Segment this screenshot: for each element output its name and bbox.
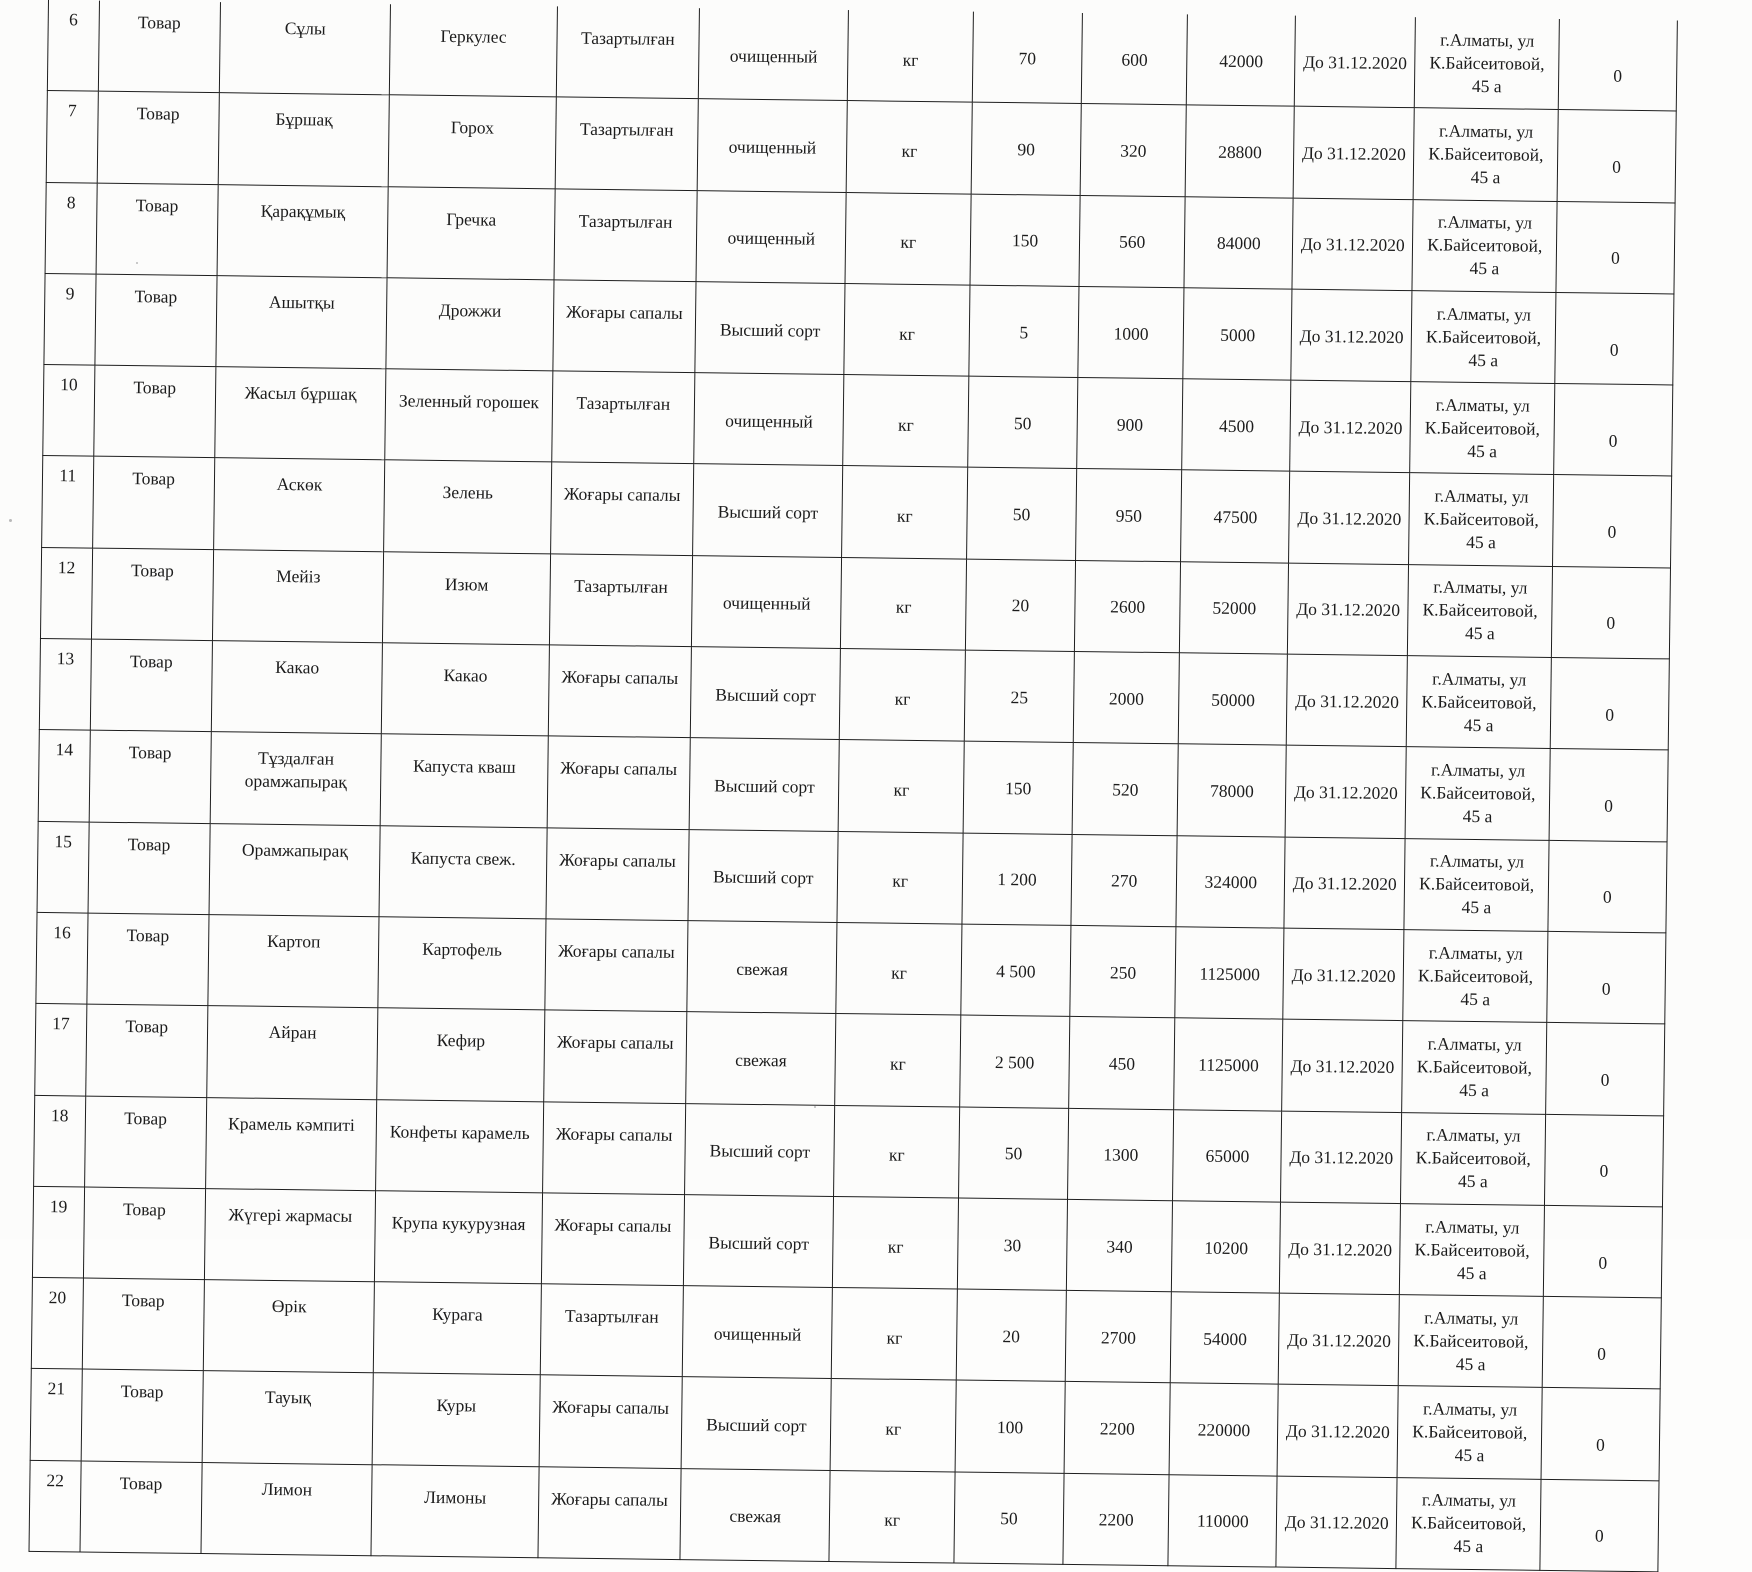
name-russian-cell: Горох [389,95,556,188]
grade-russian-cell: очищенный [682,1286,832,1379]
address-line: К.Байсеитовой, [1421,691,1537,713]
name-russian-cell: Капуста свеж. [379,825,546,918]
advance-cell: 0 [1547,931,1666,1024]
item-type-cell: Товар [88,822,210,915]
unit-price-cell: 520 [1072,743,1179,836]
unit-cell: кг [841,557,967,650]
advance-cell: 0 [1553,475,1672,568]
item-type-cell: Товар [97,91,219,184]
delivery-term-cell: До 31.12.2020 [1289,472,1410,565]
unit-cell: кг [843,375,969,468]
total-sum-cell: 28800 [1186,105,1295,198]
address-line: 45 а [1455,1353,1486,1374]
name-russian-cell: Кефир [377,1008,544,1101]
row-number-cell: 9 [44,273,96,365]
name-russian-cell: Куры [373,1373,540,1466]
delivery-term-cell: До 31.12.2020 [1278,1293,1399,1386]
grade-russian-cell: свежая [680,1468,830,1561]
address-line: г.Алматы, ул [1424,1307,1519,1329]
row-number-cell: 7 [46,91,98,183]
delivery-address-cell [1404,838,1549,931]
unit-cell: кг [831,1379,957,1472]
address-line: 45 а [1470,166,1501,188]
address-line: 45 а [1454,1444,1485,1466]
row-number-cell: 22 [29,1460,81,1552]
table-row [29,1460,1659,1572]
unit-price-cell: 2200 [1064,1382,1171,1475]
grade-russian-cell: Высший сорт [684,1194,834,1287]
grade-kazakh-cell: Жоғары сапалы [537,1467,681,1560]
grade-russian-cell: очищенный [692,555,842,648]
delivery-term-cell: До 31.12.2020 [1280,1202,1401,1295]
unit-price-cell: 2000 [1073,652,1180,745]
grade-kazakh-cell: Тазартылған [554,188,698,281]
total-sum-cell: 42000 [1187,14,1296,106]
quantity-cell: 100 [955,1380,1065,1473]
total-sum-cell: 1125000 [1175,927,1284,1020]
total-sum-cell: 220000 [1170,1383,1279,1476]
unit-price-cell: 250 [1070,925,1177,1018]
address-line: г.Алматы, ул [1434,485,1529,507]
item-type-cell: Товар [85,1004,207,1097]
grade-kazakh-cell: Тазартылған [549,554,693,647]
row-number-cell: 13 [39,639,91,731]
grade-kazakh-cell: Тазартылған [540,1284,684,1377]
quantity-cell: 50 [959,1107,1069,1200]
item-type-cell: Товар [94,274,216,367]
quantity-cell: 25 [964,650,1074,743]
advance-cell: 0 [1548,840,1667,933]
delivery-term-cell: До 31.12.2020 [1277,1385,1398,1478]
delivery-address-cell [1402,1021,1547,1114]
address-line: 45 а [1459,1079,1490,1101]
row-number-cell: 18 [34,1095,86,1187]
grade-kazakh-cell: Жоғары сапалы [546,828,690,921]
row-number-cell: 16 [36,912,88,1004]
delivery-term-cell: До 31.12.2020 [1290,380,1411,473]
item-type-cell: Товар [89,730,211,823]
name-russian-cell: Лимоны [371,1464,538,1557]
name-russian-cell: Гречка [387,186,554,279]
quantity-cell: 30 [957,1198,1067,1291]
quantity-cell: 1 200 [962,833,1072,926]
name-russian-cell: Курага [374,1282,541,1375]
unit-cell: кг [847,101,973,194]
total-sum-cell: 65000 [1173,1109,1282,1202]
grade-kazakh-cell: Тазартылған [556,6,700,99]
total-sum-cell: 4500 [1182,379,1291,472]
grade-kazakh-cell: Жоғары сапалы [543,1010,687,1103]
total-sum-cell: 5000 [1183,288,1292,381]
unit-cell: кг [835,1014,961,1107]
address-line: К.Байсеитовой, [1416,1056,1533,1078]
unit-cell: кг [844,283,970,376]
address-line: 45 а [1462,805,1493,827]
row-number-cell: 15 [37,821,89,913]
address-line: К.Байсеитовой, [1417,964,1534,987]
total-sum-cell: 52000 [1180,562,1289,655]
delivery-term-cell: До 31.12.2020 [1288,563,1409,656]
address-line: К.Байсеитовой, [1423,508,1539,530]
address-line: г.Алматы, ул [1422,1398,1518,1420]
goods-table-sheet [28,0,1677,1572]
total-sum-cell: 47500 [1181,470,1290,563]
unit-price-cell: 900 [1077,378,1184,471]
grade-russian-cell: очищенный [694,373,844,466]
address-line: К.Байсеитовой, [1412,1421,1528,1443]
address-line: 45 а [1471,75,1502,96]
scan-speck [814,1106,816,1108]
row-number-cell: 10 [43,365,95,457]
unit-price-cell: 1300 [1067,1108,1174,1201]
name-kazakh-cell: Крамель кәмпиті [205,1097,377,1190]
item-type-cell: Товар [93,365,215,458]
grade-kazakh-cell: Жоғары сапалы [541,1193,685,1286]
total-sum-cell: 54000 [1171,1292,1280,1385]
name-kazakh-cell: Тауық [202,1371,374,1464]
row-number-cell: 12 [40,547,92,639]
advance-cell: 0 [1542,1297,1661,1390]
address-line: г.Алматы, ул [1427,1033,1522,1055]
name-russian-cell: Геркулес [390,4,557,97]
address-line: г.Алматы, ул [1435,394,1530,416]
unit-cell: кг [833,1196,959,1289]
unit-price-cell: 2700 [1065,1291,1172,1384]
grade-kazakh-cell: Жоғары сапалы [548,645,692,738]
advance-cell: 0 [1541,1388,1660,1481]
name-kazakh-cell: Картоп [208,915,380,1008]
address-line: г.Алматы, ул [1425,1215,1520,1238]
name-russian-cell: Картофель [378,917,545,1010]
advance-cell: 0 [1555,292,1674,385]
name-kazakh-cell: Жасыл бұршақ [215,367,387,460]
unit-price-cell: 2200 [1063,1473,1170,1566]
name-kazakh-cell: Жүгері жармасы [204,1188,376,1281]
grade-russian-cell: очищенный [696,190,846,283]
name-russian-cell: Зеленный горошек [385,369,552,462]
address-line: К.Байсеитовой, [1420,782,1536,804]
address-line: К.Байсеитовой, [1410,1512,1527,1535]
unit-price-cell: 2600 [1074,560,1181,653]
address-line: К.Байсеитовой, [1422,599,1538,622]
advance-cell: 0 [1556,201,1675,294]
address-line: 45 а [1468,349,1499,370]
address-line: г.Алматы, ул [1440,29,1535,51]
total-sum-cell: 110000 [1168,1474,1277,1567]
grade-kazakh-cell: Жоғары сапалы [544,919,688,1012]
delivery-term-cell: До 31.12.2020 [1284,837,1405,930]
delivery-address-cell [1396,1477,1541,1570]
address-line: г.Алматы, ул [1421,1489,1517,1511]
total-sum-cell: 324000 [1176,835,1285,928]
unit-price-cell: 270 [1071,834,1178,927]
goods-procurement-table [28,0,1677,1572]
name-kazakh-cell: Айран [206,1006,378,1099]
grade-russian-cell: свежая [687,921,837,1014]
unit-cell: кг [832,1288,958,1381]
address-line: К.Байсеитовой, [1413,1330,1529,1352]
delivery-term-cell: До 31.12.2020 [1283,928,1404,1021]
advance-cell: 0 [1554,384,1673,477]
quantity-cell: 50 [968,376,1078,469]
total-sum-cell: 50000 [1179,653,1288,746]
table-body [29,0,1677,1572]
delivery-address-cell [1405,747,1550,840]
item-type-cell: Товар [86,913,208,1006]
unit-price-cell: 450 [1069,1017,1176,1110]
advance-cell: 0 [1551,566,1670,659]
name-kazakh-cell: Тұздалған орамжапырақ [210,732,382,825]
advance-cell: 0 [1549,749,1668,842]
quantity-cell: 50 [954,1472,1064,1565]
unit-cell: кг [837,831,963,924]
grade-kazakh-cell: Жоғары сапалы [539,1375,683,1468]
name-russian-cell: Какао [382,643,549,736]
delivery-term-cell: До 31.12.2020 [1286,654,1407,747]
delivery-address-cell [1400,1203,1545,1296]
item-type-cell: Товар [84,1096,206,1189]
address-line: г.Алматы, ул [1426,1124,1521,1146]
row-number-cell: 8 [45,182,97,274]
advance-cell: 0 [1550,658,1669,751]
row-number-cell: 21 [30,1369,82,1461]
address-line: г.Алматы, ул [1432,668,1527,690]
item-type-cell: Товар [82,1278,204,1371]
grade-russian-cell: Высший сорт [693,464,843,557]
address-line: 45 а [1456,1262,1487,1283]
address-line: г.Алматы, ул [1428,942,1523,964]
address-line: г.Алматы, ул [1437,211,1533,233]
address-line: 45 а [1466,531,1496,553]
name-kazakh-cell: Какао [211,641,383,734]
total-sum-cell: 1125000 [1174,1018,1283,1111]
address-line: К.Байсеитовой, [1415,1147,1531,1169]
advance-cell: 0 [1543,1205,1662,1298]
grade-kazakh-cell: Жоғары сапалы [552,280,696,373]
address-line: г.Алматы, ул [1433,576,1528,599]
row-number-cell: 20 [31,1278,83,1370]
delivery-term-cell: До 31.12.2020 [1291,289,1412,382]
name-kazakh-cell: Сұлы [219,2,391,95]
name-kazakh-cell: Лимон [201,1462,373,1555]
delivery-address-cell [1401,1112,1546,1205]
unit-price-cell: 1000 [1078,286,1185,379]
grade-russian-cell: Высший сорт [685,1103,835,1196]
item-type-cell: Товар [91,548,213,641]
delivery-term-cell: До 31.12.2020 [1294,16,1415,108]
address-line: К.Байсеитовой, [1418,873,1535,896]
delivery-address-cell [1415,17,1560,110]
item-type-cell: Товар [92,457,214,550]
address-line: 45 а [1467,440,1498,462]
delivery-address-cell [1409,473,1554,566]
unit-price-cell: 950 [1075,469,1182,562]
delivery-address-cell [1411,291,1556,384]
address-line: 45 а [1453,1536,1484,1557]
address-line: К.Байсеитовой, [1429,52,1545,74]
delivery-term-cell: До 31.12.2020 [1293,106,1414,199]
address-line: 45 а [1469,258,1500,279]
address-line: К.Байсеитовой, [1424,417,1541,439]
advance-cell: 0 [1557,110,1676,203]
name-kazakh-cell: Мейіз [212,549,384,642]
name-kazakh-cell: Ашытқы [216,276,388,369]
delivery-address-cell [1407,656,1552,749]
quantity-cell: 2 500 [960,1015,1070,1108]
row-number-cell: 17 [35,1004,87,1096]
quantity-cell: 20 [956,1289,1066,1382]
name-russian-cell: Капуста кваш [381,734,548,827]
item-type-cell: Товар [98,1,220,93]
total-sum-cell: 84000 [1184,196,1293,289]
address-line: К.Байсеитовой, [1428,143,1544,165]
delivery-address-cell [1397,1386,1542,1479]
grade-russian-cell: очищенный [698,8,848,101]
scan-speck [136,262,138,264]
grade-kazakh-cell: Тазартылған [555,97,699,190]
item-type-cell: Товар [83,1187,205,1280]
quantity-cell: 150 [970,194,1080,287]
grade-russian-cell: Высший сорт [688,829,838,922]
address-line: 45 а [1463,714,1494,735]
address-line: 45 а [1460,988,1491,1009]
unit-cell: кг [836,922,962,1015]
unit-cell: кг [842,466,968,559]
grade-russian-cell: Высший сорт [689,738,839,831]
delivery-term-cell: До 31.12.2020 [1282,1019,1403,1112]
item-type-cell: Товар [81,1369,203,1462]
unit-price-cell: 320 [1080,104,1187,197]
grade-kazakh-cell: Жоғары сапалы [547,736,691,829]
unit-cell: кг [834,1105,960,1198]
quantity-cell: 70 [972,12,1082,104]
address-line: г.Алматы, ул [1436,303,1532,325]
delivery-address-cell [1399,1295,1544,1388]
delivery-address-cell [1410,382,1555,475]
name-russian-cell: Изюм [383,552,550,645]
grade-russian-cell: свежая [686,1012,836,1105]
name-russian-cell: Крупа кукурузная [375,1191,542,1284]
name-kazakh-cell: Бұршақ [218,93,390,186]
advance-cell: 0 [1558,19,1677,111]
unit-cell: кг [848,10,974,102]
address-line: г.Алматы, ул [1430,759,1526,781]
delivery-address-cell [1413,108,1558,201]
delivery-address-cell [1408,564,1553,657]
item-type-cell: Товар [90,639,212,732]
advance-cell: 0 [1540,1479,1659,1572]
name-kazakh-cell: Аскөк [213,458,385,551]
grade-kazakh-cell: Тазартылған [551,371,695,464]
quantity-cell: 4 500 [961,924,1071,1017]
address-line: 45 а [1464,623,1495,644]
address-line: К.Байсеитовой, [1414,1238,1530,1261]
delivery-term-cell: До 31.12.2020 [1285,745,1406,838]
unit-cell: кг [840,649,966,742]
scan-speck [9,519,12,522]
name-russian-cell: Конфеты карамель [376,1099,543,1192]
quantity-cell: 20 [965,559,1075,652]
delivery-term-cell: До 31.12.2020 [1292,198,1413,291]
delivery-address-cell [1403,930,1548,1023]
address-line: г.Алматы, ул [1429,850,1525,872]
address-line: К.Байсеитовой, [1425,325,1542,348]
name-kazakh-cell: Өрік [203,1280,375,1373]
row-number-cell: 14 [38,730,90,822]
name-russian-cell: Дрожжи [386,278,553,371]
quantity-cell: 50 [967,468,1077,561]
advance-cell: 0 [1545,1114,1664,1207]
quantity-cell: 90 [971,102,1081,195]
unit-cell: кг [829,1470,955,1563]
unit-price-cell: 600 [1081,13,1188,105]
unit-cell: кг [845,192,971,285]
total-sum-cell: 78000 [1178,744,1287,837]
name-kazakh-cell: Қарақұмық [217,184,389,277]
row-number-cell: 6 [47,0,99,91]
item-type-cell: Товар [80,1461,202,1554]
unit-price-cell: 340 [1066,1199,1173,1292]
delivery-address-cell [1412,199,1557,292]
quantity-cell: 150 [963,741,1073,834]
row-number-cell: 19 [32,1186,84,1278]
grade-russian-cell: Высший сорт [695,282,845,375]
total-sum-cell: 10200 [1172,1201,1281,1294]
name-russian-cell: Зелень [384,460,551,553]
delivery-term-cell: До 31.12.2020 [1281,1111,1402,1204]
unit-price-cell: 560 [1079,195,1186,288]
grade-kazakh-cell: Жоғары сапалы [550,462,694,555]
advance-cell: 0 [1546,1023,1665,1116]
grade-russian-cell: очищенный [697,99,847,192]
address-line: К.Байсеитовой, [1427,234,1543,257]
address-line: 45 а [1458,1171,1488,1192]
grade-kazakh-cell: Жоғары сапалы [542,1101,686,1194]
name-kazakh-cell: Орамжапырақ [209,823,381,916]
grade-russian-cell: Высший сорт [690,647,840,740]
unit-cell: кг [839,740,965,833]
delivery-term-cell: До 31.12.2020 [1276,1476,1397,1569]
grade-russian-cell: Высший сорт [681,1377,831,1470]
address-line: 45 а [1461,897,1492,918]
item-type-cell: Товар [96,183,218,276]
row-number-cell: 11 [42,456,94,548]
address-line: г.Алматы, ул [1438,120,1534,142]
quantity-cell: 5 [969,285,1079,378]
